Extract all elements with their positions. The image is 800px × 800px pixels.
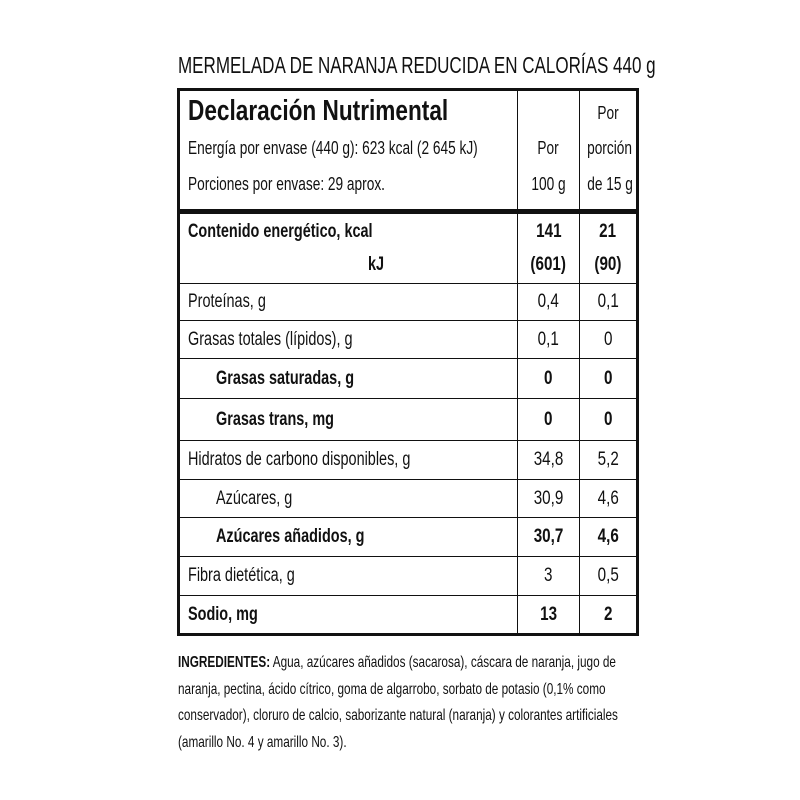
table-row-sodium: Sodio, mg 13 2 [180,595,636,633]
table-row-energy: Contenido energético, kcal kJ 141 (601) 21 (90) [180,209,636,283]
table-row-sugars: Azúcares, g 30,9 4,6 [180,479,636,517]
product-title: MERMELADA DE NARANJA REDUCIDA EN CALORÍAS 440 g [178,52,656,78]
table-row-added-sugars: Azúcares añadidos, g 30,7 4,6 [180,517,636,556]
column-header-per-100g: Por 100 g [517,91,579,209]
servings-per-container: Porciones por envase: 29 aprox. [188,174,385,194]
table-row-saturated-fat: Grasas saturadas, g 0 0 [180,358,636,398]
ingredients-label: INGREDIENTES: [178,654,271,671]
table-row-protein: Proteínas, g 0,4 0,1 [180,283,636,320]
panel-title: Declaración Nutrimental [188,95,449,127]
column-header-per-portion: Por porción de 15 g [579,91,636,209]
table-row-fat: Grasas totales (lípidos), g 0,1 0 [180,320,636,358]
nutrition-facts-panel [177,88,639,636]
ingredients-text: INGREDIENTES: Agua, azúcares añadidos (sacarosa), cáscara de naranja, jugo de naranja, pectina, ácido cítrico, goma de algarrobo, sorbato de potasio (0,1% como conservador), cloruro de calcio, saborizante natural (naranja) y colorantes artificiales (amarillo No. 4 y amarillo No. 3). [178,654,618,751]
panel-header [180,91,517,209]
table-row-trans-fat: Grasas trans, mg 0 0 [180,398,636,440]
table-row-carbohydrates: Hidratos de carbono disponibles, g 34,8 5,2 [180,440,636,479]
table-row-fiber: Fibra dietética, g 3 0,5 [180,556,636,595]
energy-per-container: Energía por envase (440 g): 623 kcal (2 645 kJ) [188,138,478,158]
